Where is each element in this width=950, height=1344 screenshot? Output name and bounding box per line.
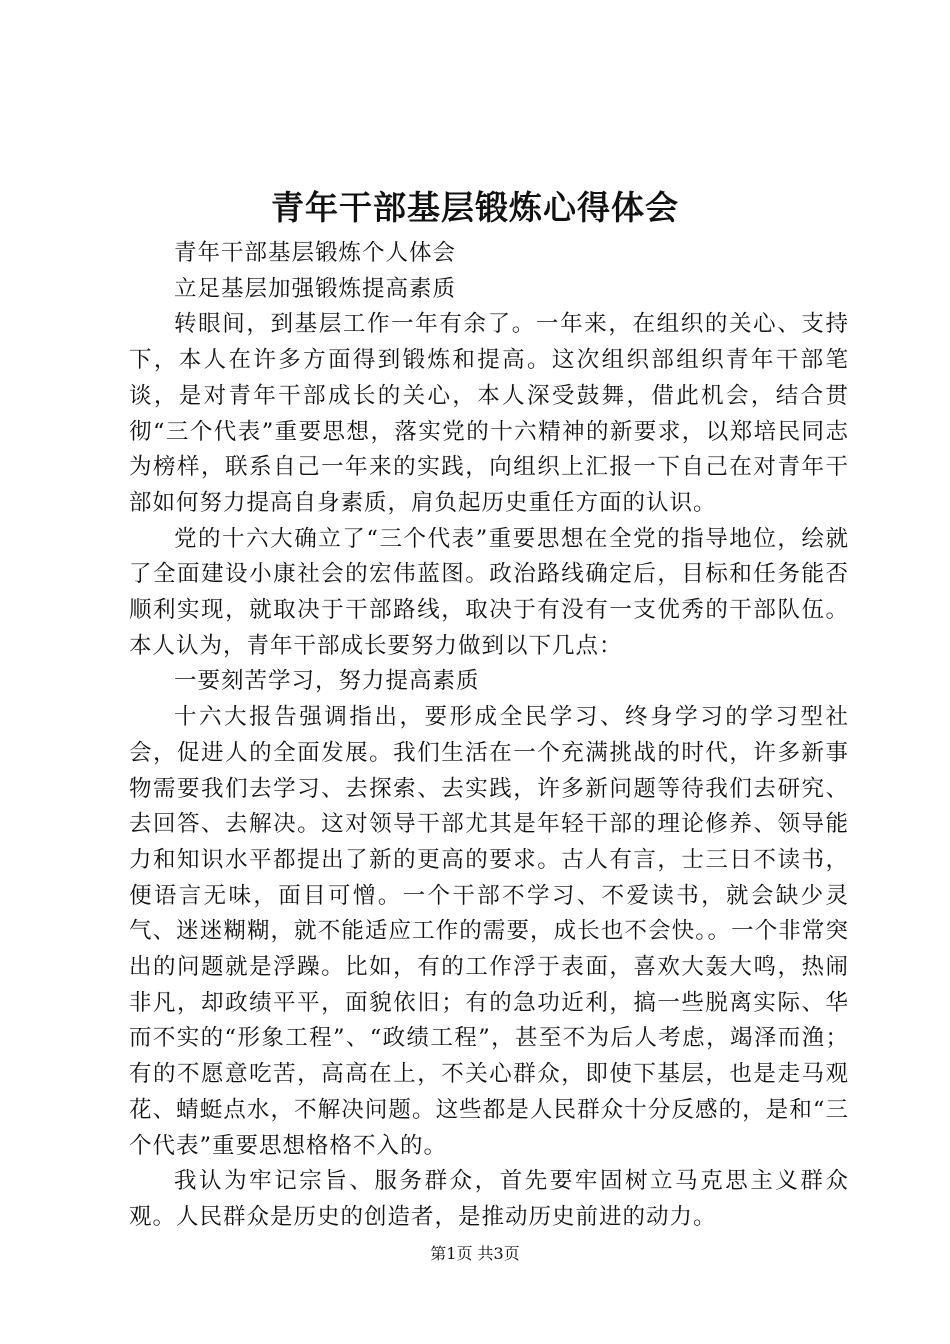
subtitle-paragraph: 青年干部基层锻炼个人体会 — [174, 240, 457, 266]
body-paragraph: 党的十六大确立了“三个代表”重要思想在全党的指导地位，绘就了全面建设小康社会的宏伟蓝图。政治路线确定后，目标和任务能否顺利实现，就取决于干部路线，取决于有没有一支优秀的干部队伍。本人认为，青年干部成长要努力做到以下几点： — [129, 525, 849, 659]
document-title: 青年干部基层锻炼心得体会 — [271, 188, 679, 227]
section-heading: 一要刻苦学习，努力提高素质 — [174, 668, 480, 695]
body-paragraph: 转眼间，到基层工作一年有余了。一年来，在组织的关心、支持下，本人在许多方面得到锻炼和提高。这次组织部组织青年干部笔谈，是对青年干部成长的关心，本人深受鼓舞，借此机会，结合贯彻“三个代表”重要思想，落实党的十六精神的新要求，以郑培民同志为榜样，联系自己一年来的实践，向组织上汇报一下自己在对青年干部如何努力提高自身素质，肩负起历史重任方面的认识。 — [129, 311, 849, 516]
body-paragraph: 十六大报告强调指出，要形成全民学习、终身学习的学习型社会，促进人的全面发展。我们生活在一个充满挑战的时代，许多新事物需要我们去学习、去探索、去实践，许多新问题等待我们去研究、去回答、去解决。这对领导干部尤其是年轻干部的理论修养、领导能力和知识水平都提出了新的更高的要求。古人有言，士三日不读书，便语言无味，面目可憎。一个干部不学习、不爱读书，就会缺少灵气、迷迷糊糊，就不能适应工作的需要，成长也不会快。。一个非常突出的问题就是浮躁。比如，有的工作浮于表面，喜欢大轰大鸣，热闹非凡，却政绩平平，面貌依旧；有的急功近利，搞一些脱离实际、华而不实的“形象工程”、“政绩工程”，甚至不为后人考虑，竭泽而渔；有的不愿意吃苦，高高在上，不关心群众，即使下基层，也是走马观花、蜻蜓点水，不解决问题。这些都是人民群众十分反感的，是和“三个代表”重要思想格格不入的。 — [129, 704, 849, 1159]
body-paragraph: 我认为牢记宗旨、服务群众，首先要牢固树立马克思主义群众观。人民群众是历史的创造者，是推动历史前进的动力。 — [129, 1168, 849, 1230]
subheading-paragraph: 立足基层加强锻炼提高素质 — [174, 275, 457, 302]
document-body — [129, 236, 849, 1236]
page-footer: 第1页 共3页 — [430, 1244, 520, 1263]
